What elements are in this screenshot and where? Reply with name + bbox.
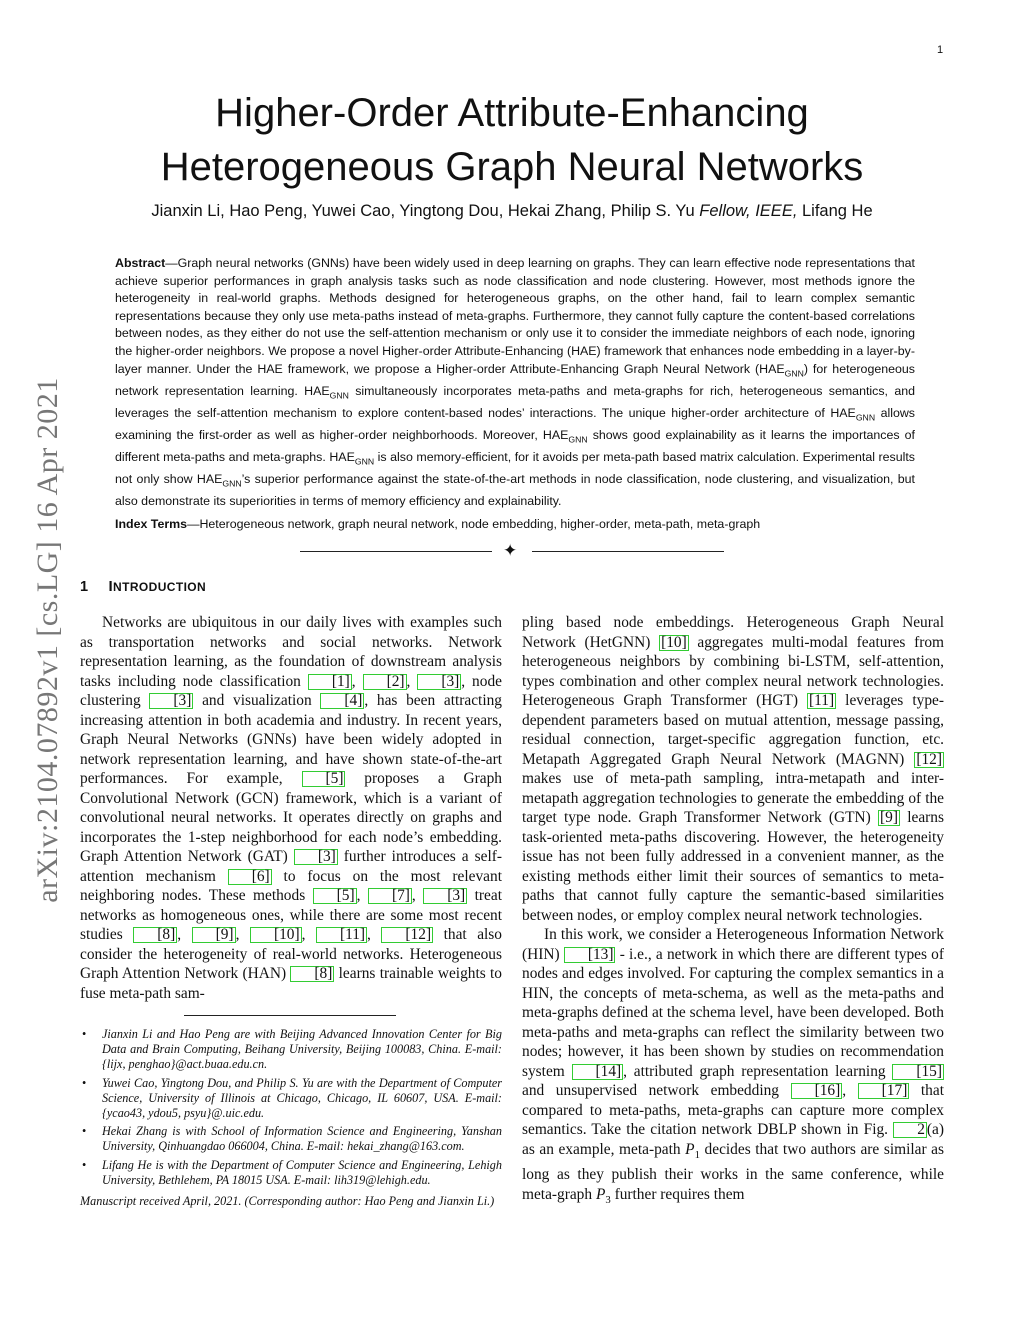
manuscript-note: Manuscript received April, 2021. (Corresponding author: Hao Peng and Jianxin Li.) bbox=[80, 1194, 495, 1209]
footnote-text: Lifang He is with the Department of Computer Science and Engineering, Lehigh University, Bethlehem, PA 18015 USA. E-mail: lih319@lehigh.edu. bbox=[102, 1157, 502, 1187]
abstract-text: ) for heterogeneous network representation learning. HAE bbox=[115, 361, 915, 398]
arxiv-id-text: arXiv:2104.07892v1 [cs.LG] 16 Apr 2021 bbox=[31, 377, 64, 903]
divider-line-left bbox=[300, 551, 492, 552]
index-terms-label: Index Terms bbox=[115, 517, 188, 531]
text: aggregates multi-modal features from heterogeneous neighbors by combining bi-LSTM, self-attention, types combination and other complex neural network technologies. Heterogeneous Graph Transformer (HGT) bbox=[522, 633, 944, 709]
body-column-right bbox=[522, 613, 944, 1210]
citation-link[interactable]: [11] bbox=[809, 692, 835, 709]
citation-link[interactable]: [14] bbox=[572, 1064, 624, 1080]
footnote-text: Jianxin Li and Hao Peng are with Beijing Advanced Innovation Center for Big Data and Brain Computing, Beihang University, Beijing 100083, China. E-mail: {lijx, penghao}@act.buaa.edu.cn. bbox=[102, 1027, 502, 1072]
citation-link[interactable]: [7] bbox=[368, 888, 412, 904]
abstract bbox=[115, 255, 915, 511]
section-title-rest: NTRODUCTION bbox=[113, 580, 207, 594]
text: , bbox=[351, 672, 363, 690]
abstract-text: allows examining the first-order as well as higher-order neighborhoods. Moreover, HAE bbox=[115, 405, 915, 442]
text: In this work, we consider a Heterogeneous Information Network (HIN) bbox=[522, 926, 944, 963]
citation-link[interactable]: [5] bbox=[313, 888, 357, 904]
citation-link[interactable]: [3] bbox=[417, 674, 461, 690]
subscript: GNN bbox=[354, 456, 375, 467]
citation-link[interactable]: [10] bbox=[661, 633, 687, 651]
index-terms bbox=[115, 516, 915, 533]
section-heading-introduction bbox=[80, 578, 206, 595]
text: , bbox=[177, 926, 192, 943]
text: - i.e., a network in which there are different types of nodes and edges involved. For capturing the complex semantics in a HIN, the concepts of meta-schema, as well as the meta-paths and meta-graphs defined at the schema level, have been developed. Both meta-paths and meta-graphs can reflect the similarity between two nodes; however, it has been shown by studies on recommendation system bbox=[522, 945, 944, 1080]
text: , has been attracting increasing attention in both academia and industry. In recent years, Graph Neural Networks (GNNs) have been widely adopted in network representation learning, and have shown state-of-the-art performances. For example, bbox=[80, 692, 502, 787]
citation-link[interactable]: [11] bbox=[316, 927, 367, 943]
text: treat networks as homogeneous ones, while there are some most recent studies bbox=[80, 887, 502, 943]
divider-line-right bbox=[532, 551, 724, 552]
text: that also consider the heterogeneity of real-world networks. Heterogeneous Graph Attention Network (HAN) bbox=[80, 926, 502, 982]
abstract-text: ’s superior performance against the state-of-the-art methods in node classification, node clustering, and visualization, but also demonstrate its superiorities in terms of memory efficiency and explainability. bbox=[115, 471, 915, 508]
arxiv-identifier bbox=[26, 330, 70, 950]
authors-fellow: Fellow, IEEE, bbox=[699, 202, 798, 220]
citation-link[interactable]: [3] bbox=[294, 849, 338, 865]
section-divider bbox=[300, 542, 724, 562]
citation-link[interactable]: [6] bbox=[228, 869, 272, 885]
bullet-icon: • bbox=[82, 1075, 87, 1090]
text: , attributed graph representation learning bbox=[623, 1062, 893, 1080]
text: proposes a Graph Convolutional Network (GCN) framework, which is a variant of convolutional neural networks. It operates directly on graphs and incorporates the 1-step neighborhood for each node’s embedding. Graph Attention Network (GAT) bbox=[80, 770, 502, 865]
paragraph bbox=[522, 613, 944, 925]
citation-link[interactable]: [5] bbox=[302, 771, 346, 787]
citation-link[interactable]: [3] bbox=[149, 693, 193, 709]
bullet-icon: • bbox=[82, 1124, 87, 1139]
text: pling based node embeddings. Heterogeneous Graph Neural Network (HetGNN) bbox=[522, 614, 944, 651]
abstract-text: simultaneously incorporates meta-paths and meta-graphs for rich, heterogeneous semantics, and leverages the self-attention mechanism to explore content-based nodes’ interactions. The unique higher-order architecture of HAE bbox=[115, 383, 915, 420]
text: and visualization bbox=[193, 692, 321, 709]
body-column-left bbox=[80, 613, 502, 1003]
text: , bbox=[301, 926, 316, 943]
text: further introduces a self-attention mechanism bbox=[80, 848, 502, 885]
text: leverages type-dependent parameters based on mutual attention, message passing, residual connection, target-specific aggregation function, etc. Metapath Aggregated Graph Neural Network (MAGNN) bbox=[522, 692, 944, 768]
section-number: 1 bbox=[80, 579, 89, 595]
citation-link[interactable]: [8] bbox=[290, 966, 334, 982]
title-line-2: Heterogeneous Graph Neural Networks bbox=[160, 145, 864, 189]
text: , bbox=[411, 887, 424, 904]
section-title-initial: I bbox=[108, 578, 114, 595]
text: to focus on the most relevant neighboring nodes. These methods bbox=[80, 867, 502, 904]
text: , bbox=[367, 926, 382, 943]
subscript: GNN bbox=[568, 434, 588, 445]
paragraph bbox=[80, 613, 502, 1003]
citation-link[interactable]: [9] bbox=[192, 927, 236, 943]
citation-link[interactable]: [10] bbox=[250, 927, 302, 943]
page-number: 1 bbox=[937, 44, 944, 56]
footnote-rule bbox=[184, 1015, 396, 1016]
text: that compared to meta-paths, meta-graphs can capture more complex semantics. Take the citation network DBLP shown in Fig. bbox=[522, 1082, 944, 1138]
title-line-1: Higher-Order Attribute-Enhancing bbox=[215, 91, 809, 135]
paragraph bbox=[522, 925, 944, 1210]
math-variable: P bbox=[685, 1140, 695, 1158]
paper-title bbox=[0, 86, 1024, 194]
authors-last: Lifang He bbox=[797, 202, 873, 220]
citation-link[interactable]: [16] bbox=[791, 1083, 843, 1099]
subscript: GNN bbox=[855, 412, 876, 423]
citation-link[interactable]: [13] bbox=[564, 947, 616, 963]
subscript: 3 bbox=[605, 1193, 611, 1206]
footnote-item bbox=[80, 1076, 502, 1122]
footnote-text: Yuwei Cao, Yingtong Dou, and Philip S. Yu are with the Department of Computer Science, University of Illinois at Chicago, Chicago, IL 60607, USA. E-mail:{ycao43, ydou5, psyu}@.uic.edu. bbox=[102, 1075, 502, 1121]
text: decides that two authors are similar as long as they publish their works in the same conference, while meta-graph bbox=[522, 1140, 944, 1203]
text: , node clustering bbox=[80, 672, 502, 709]
footnote-item bbox=[80, 1124, 502, 1154]
citation-link[interactable]: [8] bbox=[133, 927, 177, 943]
abstract-text: is also memory-efficient, for it avoids per meta-path based matrix calculation. Experimental results not only show HAE bbox=[115, 449, 916, 486]
citation-link[interactable]: [12] bbox=[916, 750, 942, 768]
text: makes use of meta-path sampling, intra-metapath and inter-metapath aggregation technologies to generate the embedding of the target type node. Graph Transformer Network (GTN) bbox=[522, 770, 944, 826]
diamond-icon: ✦ bbox=[503, 541, 518, 560]
citation-link[interactable]: [2] bbox=[363, 674, 407, 690]
text: learns trainable weights to fuse meta-path sam- bbox=[80, 965, 502, 1002]
text: , bbox=[406, 672, 418, 690]
author-list bbox=[0, 202, 1024, 221]
abstract-label: Abstract bbox=[115, 256, 166, 270]
subscript: GNN bbox=[222, 478, 242, 489]
abstract-text: shows good explainability as it learns the importances of different meta-paths and meta-graphs. HAE bbox=[115, 427, 915, 464]
authors-main: Jianxin Li, Hao Peng, Yuwei Cao, Yingtong Dou, Hekai Zhang, Philip S. Yu bbox=[151, 202, 700, 220]
citation-link[interactable]: [9] bbox=[880, 809, 898, 826]
bullet-icon: • bbox=[82, 1027, 87, 1041]
footnote-text: Hekai Zhang is with School of Information Science and Engineering, Yanshan University, Qinhuangdao 066004, China. E-mail: hekai_zhang@163.com. bbox=[102, 1124, 502, 1154]
text: and unsupervised network embedding bbox=[522, 1082, 791, 1099]
footnote-item bbox=[80, 1027, 502, 1073]
abstract-text: —Graph neural networks (GNNs) have been widely used in deep learning on graphs. They can learn effective node representations that achieve superior performances in graph analysis tasks such as node classification and node clustering. However, most methods ignore the heterogeneity in real-world graphs. Methods designed for heterogeneous graphs, on the other hand, fail to learn complex semantic representations because they only use meta-paths instead of meta-graphs. Furthermore, they cannot fully capture the content-based correlations between nodes, as they either do not use the self-attention mechanism or only use it to consider the immediate neighbors of each node, ignoring the higher-order neighbors. We propose a novel Higher-order Attribute-Enhancing (HAE) framework that enhances node embedding in a layer-by-layer manner. Under the HAE framework, we propose a Higher-order Attribute-Enhancing Graph Neural Network (HAE bbox=[115, 256, 915, 376]
text: learns task-oriented meta-paths discovering. However, the heterogeneity issue has not been fully addressed in a convenient manner, as the existing methods either limit their sources of semantics to meta-paths that cannot fully capture the semantic-based similarities between nodes, or employ complex neural network technologies. bbox=[522, 809, 944, 924]
citation-link[interactable]: [12] bbox=[381, 927, 433, 943]
subscript: GNN bbox=[784, 368, 804, 379]
footnote-item bbox=[80, 1158, 502, 1188]
index-terms-text: —Heterogeneous network, graph neural network, node embedding, higher-order, meta-path, meta-graph bbox=[187, 517, 761, 531]
text: further requires them bbox=[610, 1185, 745, 1203]
citation-link[interactable]: [4] bbox=[320, 693, 364, 709]
bullet-icon: • bbox=[82, 1157, 87, 1172]
subscript: 1 bbox=[694, 1148, 700, 1161]
math-variable: P bbox=[595, 1185, 606, 1203]
citation-link[interactable]: [15] bbox=[892, 1064, 944, 1080]
footnotes bbox=[80, 1027, 502, 1209]
text: , bbox=[842, 1082, 858, 1099]
subscript: GNN bbox=[329, 390, 349, 401]
citation-link[interactable]: [3] bbox=[423, 888, 467, 904]
citation-link[interactable]: [17] bbox=[858, 1083, 910, 1099]
text: , bbox=[356, 887, 368, 904]
citation-link[interactable]: [1] bbox=[308, 674, 352, 690]
text: (a) as an example, meta-path bbox=[522, 1121, 944, 1158]
figure-link[interactable]: 2 bbox=[893, 1122, 927, 1138]
text: Networks are ubiquitous in our daily lives with examples such as transportation networks and social networks. Network representation learning, as the foundation of downstream analysis tasks including node classification bbox=[80, 614, 502, 690]
text: , bbox=[235, 926, 250, 943]
